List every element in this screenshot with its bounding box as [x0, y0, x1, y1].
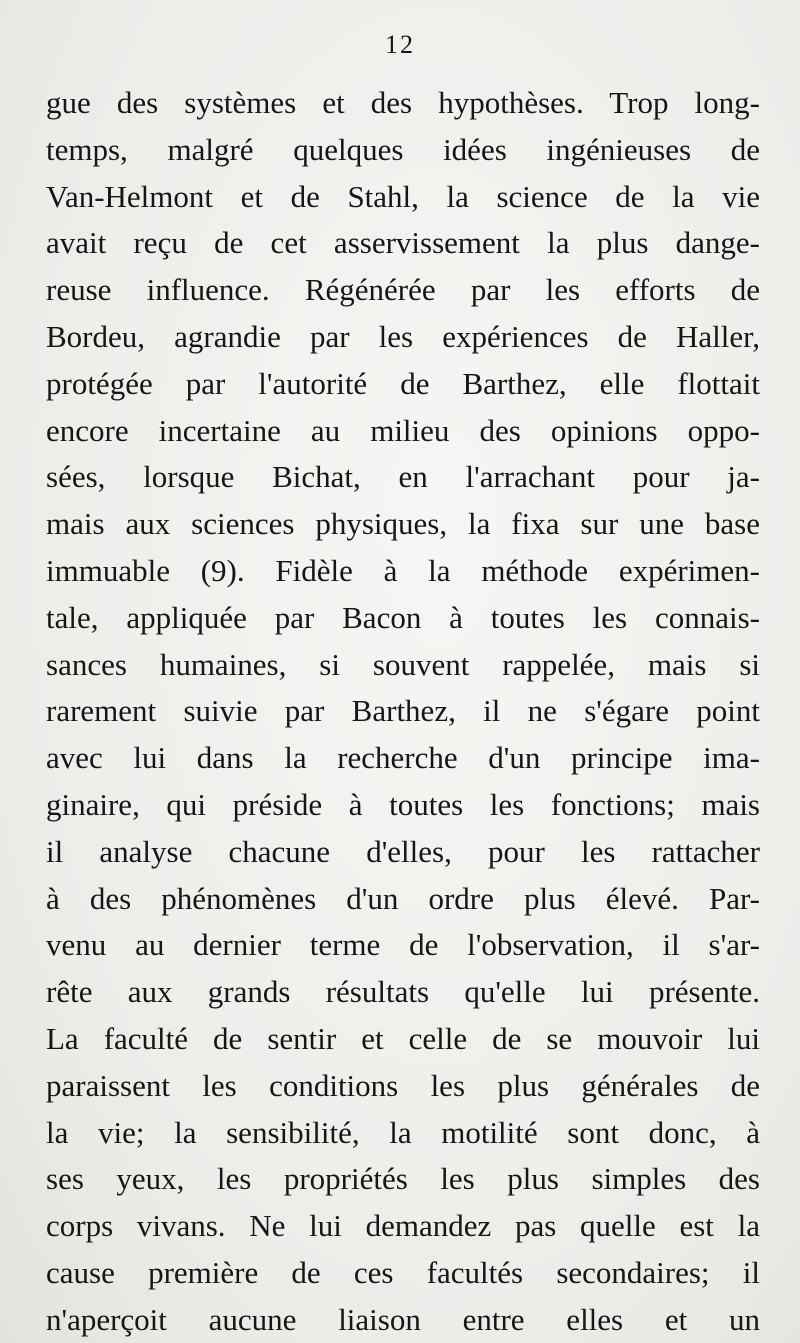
- text-line: gue des systèmes et des hypothèses. Trop long-: [46, 85, 760, 120]
- text-line: avec lui dans la recherche d'un principe ima-: [46, 740, 760, 776]
- text-line: avait reçu de cet asservissement la plus dange-: [46, 225, 760, 261]
- text-line: corps vivans. Ne lui demandez pas quelle est la: [46, 1208, 760, 1244]
- text-line: ginaire, qui préside à toutes les fonctions; mais: [46, 786, 760, 822]
- text-line: la vie; la sensibilité, la motilité sont donc, à: [46, 1114, 760, 1150]
- text-line: protégée par l'autorité de Barthez, elle flottait: [46, 365, 760, 401]
- text-line: il analyse chacune d'elles, pour les rattacher: [46, 833, 760, 869]
- text-line: n'aperçoit aucune liaison entre elles et un: [46, 1301, 760, 1337]
- text-line: temps, malgré quelques idées ingénieuses de: [46, 131, 760, 167]
- text-line: Bordeu, agrandie par les expériences de Haller,: [46, 318, 760, 354]
- text-line: mais aux sciences physiques, la fixa sur une base: [46, 506, 760, 542]
- text-line: sées, lorsque Bichat, en l'arrachant pour ja-: [46, 459, 760, 495]
- text-line: immuable (9). Fidèle à la méthode expérimen-: [46, 552, 760, 588]
- page-number: 12: [385, 30, 415, 59]
- text-line: cause première de ces facultés secondaires; il: [46, 1254, 760, 1290]
- text-line: reuse influence. Régénérée par les efforts de: [46, 272, 760, 308]
- text-line: ses yeux, les propriétés les plus simples des: [46, 1161, 760, 1197]
- text-line: rête aux grands résultats qu'elle lui présente.: [46, 974, 760, 1010]
- text-line: venu au dernier terme de l'observation, il s'ar-: [46, 927, 760, 963]
- text-line: La faculté de sentir et celle de se mouvoir lui: [46, 1020, 760, 1056]
- text-line: tale, appliquée par Bacon à toutes les connais-: [46, 599, 760, 635]
- text-line: encore incertaine au milieu des opinions oppo-: [46, 412, 760, 448]
- text-line: paraissent les conditions les plus générales de: [46, 1067, 760, 1103]
- body-text: [46, 80, 760, 1343]
- text-line: Van-Helmont et de Stahl, la science de la vie: [46, 178, 760, 214]
- text-line: sances humaines, si souvent rappelée, mais si: [46, 646, 760, 682]
- text-line: rarement suivie par Barthez, il ne s'égare point: [46, 693, 760, 729]
- text-line: à des phénomènes d'un ordre plus élevé. Par-: [46, 880, 760, 916]
